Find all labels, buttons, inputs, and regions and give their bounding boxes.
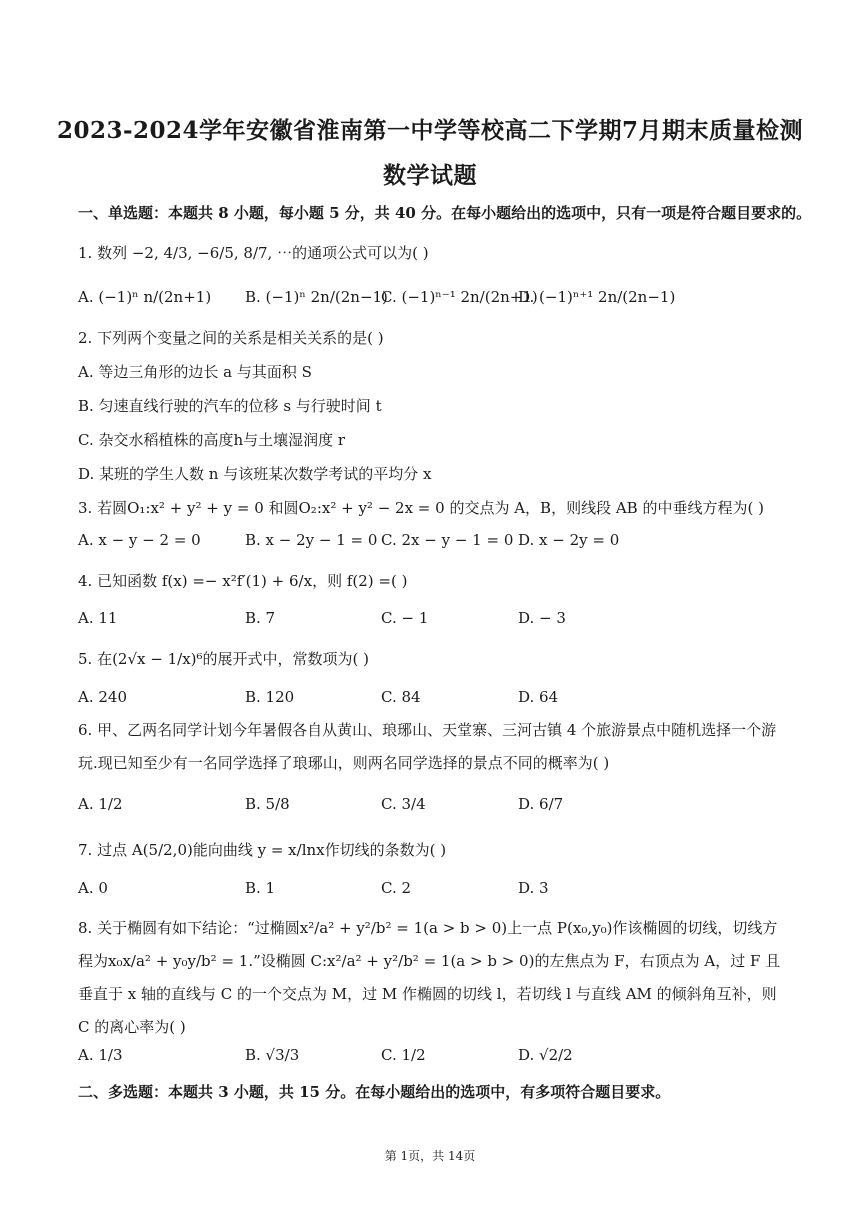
question-7-option-b: B. 1 [245, 879, 276, 897]
question-3-option-d: D. x − 2y = 0 [518, 531, 620, 549]
exam-subtitle: 数学试题 [383, 162, 477, 189]
question-3-option-c: C. 2x − y − 1 = 0 [381, 531, 514, 549]
question-1-option-a: A. (−1)ⁿ n/(2n+1) [78, 288, 212, 306]
question-8-option-a: A. 1/3 [78, 1046, 123, 1064]
question-5-option-a: A. 240 [78, 688, 127, 706]
question-3-stem: 3. 若圆O₁:x² + y² + y = 0 和圆O₂:x² + y² − 2x = 0 的交点为 A，B，则线段 AB 的中垂线方程为( ) [78, 499, 764, 517]
question-6-option-a: A. 1/2 [78, 795, 123, 813]
question-4-option-d: D. − 3 [518, 609, 566, 627]
question-7-stem: 7. 过点 A(5/2,0)能向曲线 y = x/lnx作切线的条数为( ) [78, 841, 447, 859]
question-7-option-c: C. 2 [381, 879, 412, 897]
question-6-option-d: D. 6/7 [518, 795, 564, 813]
question-4-option-b: B. 7 [245, 609, 276, 627]
question-6-option-c: C. 3/4 [381, 795, 426, 813]
question-8-option-b: B. √3/3 [245, 1046, 300, 1064]
question-2-option-c: C. 杂交水稻植株的高度h与土壤湿润度 r [78, 431, 346, 449]
question-4-option-c: C. − 1 [381, 609, 429, 627]
question-2-option-d: D. 某班的学生人数 n 与该班某次数学考试的平均分 x [78, 465, 432, 483]
section-heading-multi-choice: 二、多选题：本题共 3 小题，共 15 分。在每小题给出的选项中，有多项符合题目要求。 [78, 1083, 671, 1101]
question-4-option-a: A. 11 [78, 609, 118, 627]
question-2-option-a: A. 等边三角形的边长 a 与其面积 S [78, 363, 312, 381]
question-3-option-b: B. x − 2y − 1 = 0 [245, 531, 378, 549]
exam-title: 2023-2024学年安徽省淮南第一中学等校高二下学期7月期末质量检测 [56, 117, 804, 144]
question-1-option-c: C. (−1)ⁿ⁻¹ 2n/(2n+1) [381, 288, 538, 306]
question-5-option-d: D. 64 [518, 688, 559, 706]
question-4-stem: 4. 已知函数 f(x) =− x²f′(1) + 6/x，则 f(2) =( ) [78, 572, 408, 590]
question-1-stem: 1. 数列 −2, 4/3, −6/5, 8/7, ⋯的通项公式可以为( ) [78, 244, 429, 262]
section-heading-single-choice: 一、单选题：本题共 8 小题，每小题 5 分，共 40 分。在每小题给出的选项中，只有一项是符合题目要求的。 [78, 204, 812, 222]
question-2-stem: 2. 下列两个变量之间的关系是相关关系的是( ) [78, 329, 384, 347]
question-7-option-a: A. 0 [78, 879, 108, 897]
question-7-option-d: D. 3 [518, 879, 549, 897]
question-8-option-c: C. 1/2 [381, 1046, 426, 1064]
question-5-option-b: B. 120 [245, 688, 295, 706]
page-footer: 第 1页，共 14页 [384, 1149, 476, 1163]
question-5-option-c: C. 84 [381, 688, 421, 706]
question-8-option-d: D. √2/2 [518, 1046, 573, 1064]
question-5-stem: 5. 在(2√x − 1/x)⁶的展开式中，常数项为( ) [78, 650, 369, 668]
question-1-option-d: D. (−1)ⁿ⁺¹ 2n/(2n−1) [518, 288, 676, 306]
question-6-option-b: B. 5/8 [245, 795, 290, 813]
question-1-option-b: B. (−1)ⁿ 2n/(2n−1) [245, 288, 388, 306]
question-2-option-b: B. 匀速直线行驶的汽车的位移 s 与行驶时间 t [78, 397, 382, 415]
question-3-option-a: A. x − y − 2 = 0 [78, 531, 201, 549]
question-6-stem: 6. 甲、乙两名同学计划今年暑假各自从黄山、琅琊山、天堂寨、三河古镇 4 个旅游景点中随机选择一个游玩.现已知至少有一名同学选择了琅琊山，则两名同学选择的景点不同的概率为( ) [78, 721, 777, 772]
question-8-stem: 8. 关于椭圆有如下结论：“过椭圆x²/a² + y²/b² = 1(a > b > 0)上一点 P(x₀,y₀)作该椭圆的切线，切线方程为x₀x/a² + y₀y/b² = 1.”设椭圆 C:x²/a² + y²/b² = 1(a > b > 0)的左焦点为 F，右顶点为 A，过 F 且垂直于 x 轴的直线与 C 的一个交点为 M，过 M 作椭圆的切线 l，若切线 l 与直线 AM 的倾斜角互补，则 C 的离心率为( ) [78, 919, 781, 1036]
